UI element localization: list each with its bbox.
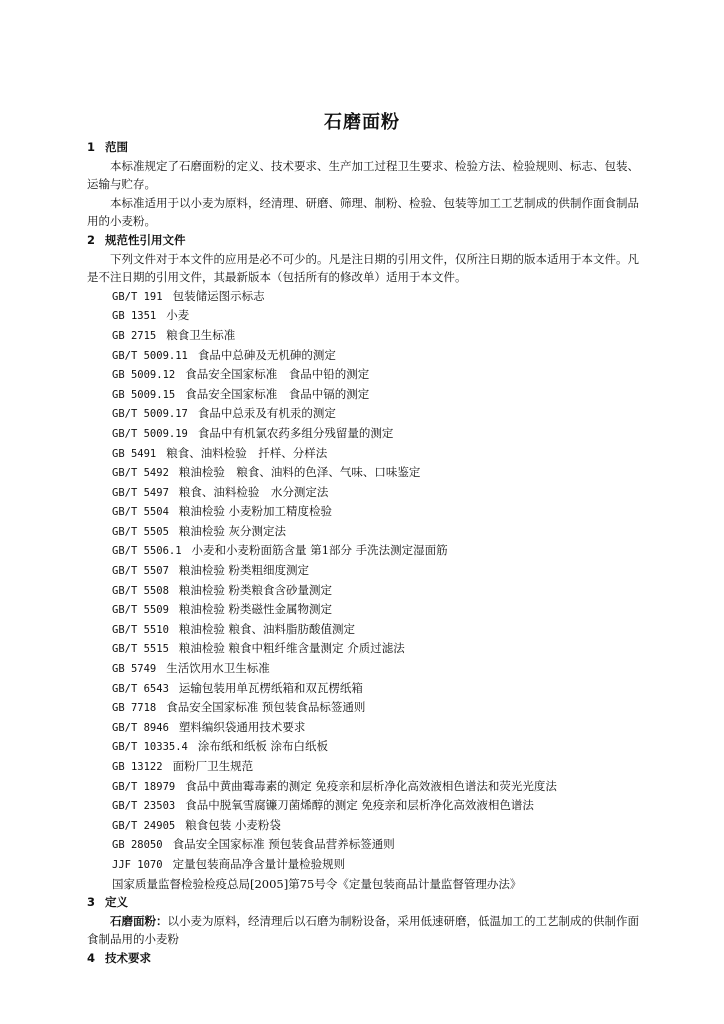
reference-code: JJF 1070: [112, 858, 163, 871]
reference-title: 食品安全国家标准 预包装食品标签通则: [166, 700, 366, 715]
reference-title: 粮食、油料检验 水分测定法: [178, 484, 329, 499]
reference-item: [87, 385, 639, 405]
section-title: 技术要求: [105, 950, 151, 965]
section-heading-scope: [87, 138, 639, 157]
reference-code: GB/T 5509: [112, 604, 169, 617]
reference-code: GB/T 5515: [112, 643, 169, 656]
reference-item: [87, 561, 639, 581]
reference-item: [87, 346, 639, 366]
reference-item: [87, 483, 639, 503]
reference-title: 食品安全国家标准 食品中镉的测定: [185, 386, 370, 401]
reference-title: 粮油检验 粉类粗细度测定: [178, 563, 310, 578]
reference-code: GB/T 5497: [112, 486, 169, 499]
definition-text: 以小麦为原料，经清理后以石磨为制粉设备，采用低速研磨，低温加工的工艺制成的供制作面食制品用的小麦粉: [87, 913, 639, 947]
reference-title: 粮油检验 小麦粉加工精度检验: [178, 504, 333, 519]
reference-title: 食品中有机氯农药多组分残留量的测定: [197, 425, 394, 440]
reference-code: GB/T 5507: [112, 565, 169, 578]
reference-code: GB 28050: [112, 839, 163, 852]
reference-title: 粮油检验 灰分测定法: [178, 523, 287, 538]
reference-title: 小麦: [166, 308, 190, 323]
reference-item: [87, 287, 639, 307]
reference-code: GB/T 5009.19: [112, 427, 188, 440]
reference-code: GB 5491: [112, 447, 157, 460]
reference-title: 粮油检验 粮食、油料的色泽、气味、口味鉴定: [178, 465, 421, 480]
reference-item: [87, 835, 639, 855]
reference-item: [87, 777, 639, 797]
definition-term: 石磨面粉：: [110, 913, 168, 928]
reference-code: GB/T 5510: [112, 623, 169, 636]
reference-item: [87, 326, 639, 346]
reference-item: [87, 698, 639, 718]
reference-item: [87, 757, 639, 777]
scope-paragraph: 本标准规定了石磨面粉的定义、技术要求、生产加工过程卫生要求、检验方法、检验规则、标志、包装、运输与贮存。: [87, 158, 639, 192]
reference-title: 面粉厂卫生规范: [172, 759, 254, 773]
reference-item: [87, 306, 639, 326]
reference-title: 食品中黄曲霉毒素的测定 免疫亲和层析净化高效液相色谱法和荧光光度法: [185, 778, 557, 793]
reference-item: [87, 444, 639, 464]
reference-code: GB 2715: [112, 329, 157, 342]
reference-title: 小麦和小麦粉面筋含量 第1部分 手洗法测定湿面筋: [191, 543, 448, 558]
reference-title: 定量包装商品净含量计量检验规则: [172, 856, 346, 871]
reference-extra: 国家质量监督检验检疫总局[2005]第75号令《定量包装商品计量监督管理办法》: [112, 876, 522, 891]
scope-paragraph: 本标准适用于以小麦为原料，经清理、研磨、筛理、制粉、检验、包装等加工工艺制成的供制作面食制品用的小麦粉。: [87, 195, 639, 229]
reference-code: GB/T 6543: [112, 682, 169, 695]
reference-code: GB 5009.15: [112, 388, 176, 401]
reference-list: [87, 287, 639, 875]
reference-code: GB 5749: [112, 663, 157, 676]
reference-title: 食品安全国家标准 食品中铅的测定: [185, 367, 370, 382]
reference-code: GB/T 5504: [112, 506, 169, 519]
reference-title: 粮食卫生标准: [166, 327, 236, 342]
reference-item: [87, 424, 639, 444]
reference-title: 粮油检验 粉类粮食含砂量测定: [178, 582, 333, 597]
reference-code: GB/T 23503: [112, 800, 176, 813]
section-number: 4: [87, 950, 96, 965]
reference-title: 涂布纸和纸板 涂布白纸板: [197, 739, 329, 754]
section-title: 定义: [105, 895, 128, 910]
reference-item: [87, 404, 639, 424]
reference-title: 粮食、油料检验 扦样、分样法: [166, 445, 328, 460]
reference-code: GB/T 5506.1: [112, 545, 182, 558]
reference-code: GB/T 24905: [112, 819, 176, 832]
reference-item: [87, 855, 639, 875]
reference-code: GB/T 5505: [112, 525, 169, 538]
reference-code: GB 13122: [112, 761, 163, 773]
reference-item: [87, 541, 639, 561]
reference-item: [87, 796, 639, 816]
reference-title: 粮油检验 粮食中粗纤维含量测定 介质过滤法: [178, 641, 405, 656]
reference-item: [87, 659, 639, 679]
reference-title: 食品安全国家标准 预包装食品营养标签通则: [172, 837, 395, 852]
section-heading-definition: [87, 893, 639, 912]
reference-item: [87, 718, 639, 738]
reference-item: [87, 600, 639, 620]
reference-code: GB/T 10335.4: [112, 741, 188, 754]
reference-item: [87, 581, 639, 601]
reference-code: GB/T 191: [112, 290, 163, 303]
reference-code: GB/T 8946: [112, 721, 169, 734]
reference-item: [87, 502, 639, 522]
reference-title: 食品中脱氧雪腐镰刀菌烯醇的测定 免疫亲和层析净化高效液相色谱法: [185, 798, 534, 813]
section-heading-technical-requirements: [87, 949, 639, 968]
reference-title: 粮食包装 小麦粉袋: [185, 817, 281, 832]
section-heading-references: [87, 231, 639, 250]
reference-code: GB/T 5508: [112, 584, 169, 597]
section-title: 规范性引用文件: [105, 232, 186, 247]
reference-title: 运输包装用单瓦楞纸箱和双瓦楞纸箱: [178, 680, 363, 695]
reference-title: 塑料编织袋通用技术要求: [178, 719, 306, 734]
reference-code: GB/T 18979: [112, 780, 176, 793]
reference-code: GB/T 5009.17: [112, 408, 188, 421]
reference-code: GB 5009.12: [112, 369, 176, 382]
definition-paragraph: [87, 912, 639, 949]
reference-item: [87, 463, 639, 483]
reference-item: [87, 639, 639, 659]
section-number: 1: [87, 140, 96, 154]
reference-item: [87, 522, 639, 542]
reference-item: [87, 737, 639, 757]
section-number: 2: [87, 232, 96, 247]
section-number: 3: [87, 895, 96, 910]
reference-title: 包装储运图示标志: [172, 288, 265, 303]
document-body: [87, 138, 639, 968]
reference-title: 粮油检验 粉类磁性金属物测定: [178, 602, 333, 617]
reference-code: GB/T 5009.11: [112, 349, 188, 362]
references-intro: 下列文件对于本文件的应用是必不可少的。凡是注日期的引用文件，仅所注日期的版本适用于本文件。凡是不注日期的引用文件，其最新版本（包括所有的修改单）适用于本文件。: [87, 251, 639, 285]
reference-item: [87, 816, 639, 836]
reference-code: GB 7718: [112, 702, 157, 715]
document-title: 石磨面粉: [324, 112, 400, 133]
reference-item: [87, 365, 639, 385]
reference-item: [87, 620, 639, 640]
reference-code: GB/T 5492: [112, 467, 169, 480]
section-title: 范围: [105, 140, 128, 154]
reference-code: GB 1351: [112, 310, 157, 323]
reference-title: 生活饮用水卫生标准: [166, 661, 270, 676]
reference-title: 粮油检验 粮食、油料脂肪酸值测定: [178, 621, 356, 636]
reference-title: 食品中总砷及无机砷的测定: [197, 347, 336, 362]
reference-item: [87, 679, 639, 699]
reference-title: 食品中总汞及有机汞的测定: [197, 406, 336, 421]
